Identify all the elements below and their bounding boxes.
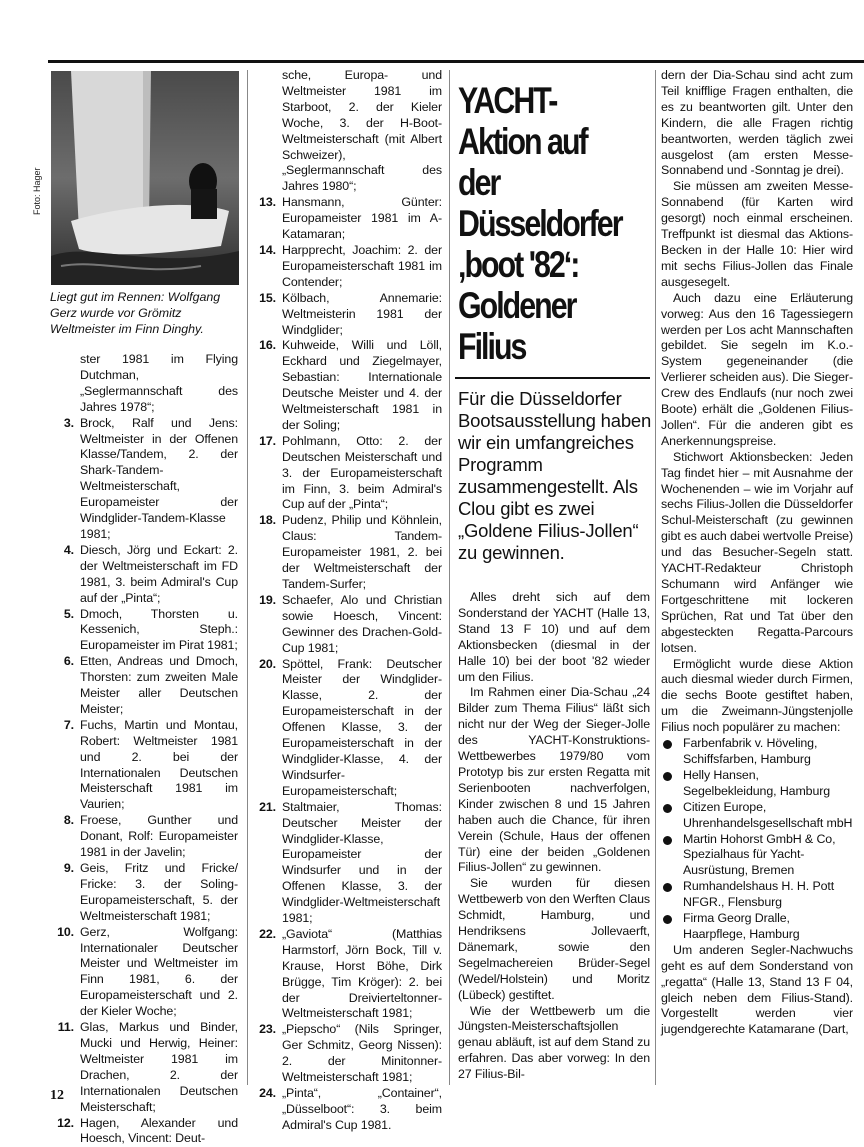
bullet-icon <box>663 836 672 845</box>
item-number: 8. <box>50 813 74 829</box>
photo-caption: Liegt gut im Rennen: Wolfgang Gerz wurde vor Grömitz Weltmeister im Finn Dinghy. <box>50 289 246 337</box>
item-number: 5. <box>50 607 74 623</box>
sponsor-item <box>661 832 853 880</box>
item-text: Schaefer, Alo und Christian sowie Hoesch, Vincent: Gewinner des Drachen-Gold-Cup 1981; <box>282 593 442 655</box>
item-text: Pudenz, Philip und Köhnlein, Claus: Tandem-Europameister 1981, 2. bei der Weltmeisterschaft der Tandem-Surfer; <box>282 513 442 591</box>
list-item <box>252 195 442 243</box>
item-text: Gerz, Wolfgang: Internationaler Deutscher Meister und Weltmeister im Finn 1981, 6. der Europameisterschaft und 2. der Kieler Woche; <box>80 925 238 1019</box>
item-text: Kuhweide, Willi und Löll, Eckhard und Ziegelmayer, Sebastian: Internationale Deutsche Meister und 4. der Weltmeisterschaft 1981 in der Soling; <box>282 338 442 432</box>
item-number: 11. <box>50 1020 74 1036</box>
item-text: Dmoch, Thorsten u. Kessenich, Steph.: Europameister im Pirat 1981; <box>80 607 238 653</box>
sponsor-item <box>661 800 853 832</box>
item-text: Etten, Andreas und Dmoch, Thorsten: zum zweiten Male Meister aller Deutschen Meister; <box>80 654 238 716</box>
champions-list-part-2 <box>252 195 442 1133</box>
body-paragraph: Ermöglicht wurde diese Aktion auch diesmal wieder durch Firmen, die sechs Boote gestiftet haben, um die Zweimann-Jüngstenjolle Filius noch populärer zu machen: <box>661 657 853 737</box>
item-number: 16. <box>252 338 276 354</box>
list-item <box>252 513 442 593</box>
top-rule <box>48 60 864 63</box>
list-item <box>252 657 442 800</box>
item-number: 21. <box>252 800 276 816</box>
list-item <box>50 861 238 925</box>
body-paragraph: Alles dreht sich auf dem Sonderstand der YACHT (Halle 13, Stand 13 F 10) und auf dem Aktionsbecken (diesmal in der Halle 10) bei der boot '82 wieder um den Filius. <box>458 590 650 685</box>
bullet-icon <box>663 772 672 781</box>
list-item <box>50 607 238 655</box>
sponsor-text: Martin Hohorst GmbH & Co, Spezialhaus für Yacht-Ausrüstung, Bremen <box>683 832 835 878</box>
article-body <box>661 68 853 736</box>
bullet-icon <box>663 804 672 813</box>
list-item <box>252 338 442 433</box>
body-paragraph: Sie müssen am zweiten Messe-Sonnabend (für Karten wird gesorgt) noch einmal erscheinen. Treffpunkt ist diesmal das Aktions-Becken in der Halle 10: Hier wird mit sechs Filius-Jollen das Finale ausgesegelt. <box>661 179 853 290</box>
list-item <box>252 243 442 291</box>
list-item <box>252 927 442 1022</box>
bullet-icon <box>663 740 672 749</box>
list-continuation: sche, Europa- und Weltmeister 1981 im Starboot, 2. der Kieler Woche, 3. der H-Boot-Weltmeisterschaft (mit Albert Schweizer), „Seglermannschaft des Jahres 1980“; <box>252 68 442 195</box>
item-number: 13. <box>252 195 276 211</box>
list-item <box>50 925 238 1020</box>
item-number: 22. <box>252 927 276 943</box>
item-number: 19. <box>252 593 276 609</box>
item-text: Spöttel, Frank: Deutscher Meister der Windglider-Klasse, 2. der Europameisterschaft in der Offenen Klasse, 3. der Europameisterschaft in der Windglider-Klasse, 4. der Windsurfer-Europameisterschaft; <box>282 657 442 798</box>
sponsor-item <box>661 736 853 768</box>
dinghy-image <box>51 71 239 285</box>
item-text: Staltmaier, Thomas: Deutscher Meister der Windglider-Klasse, Europameister der Windsurfer und in der Offenen Klasse, 3. der Windglider-Weltmeisterschaft 1981; <box>282 800 442 925</box>
headline-rule <box>455 377 650 379</box>
list-item <box>252 593 442 657</box>
champions-list-part-1 <box>50 416 238 1147</box>
list-item <box>50 416 238 543</box>
sponsor-item <box>661 879 853 911</box>
item-text: Kölbach, Annemarie: Weltmeisterin 1981 der Windglider; <box>282 291 442 337</box>
sailing-photo <box>51 71 239 285</box>
item-number: 20. <box>252 657 276 673</box>
article-lead: Für die Düsseldorfer Bootsausstellung haben wir ein umfangreiches Programm zusammengestellt. Als Clou gibt es zwei „Goldene Filius-Jollen“ zu gewinnen. <box>458 388 654 564</box>
item-number: 15. <box>252 291 276 307</box>
item-text: Harpprecht, Joachim: 2. der Europameisterschaft 1981 im Contender; <box>282 243 442 289</box>
closing-paragraph: Um anderen Segler-Nachwuchs geht es auf dem Sonderstand von „regatta“ (Halle 13, Stand 13 F 04, gleich neben dem Filius-Stand). Vorgestellt werden vier jugendgerechte Katamarane (Dart, <box>661 943 853 1038</box>
column-4 <box>661 68 853 1038</box>
body-paragraph: Im Rahmen einer Dia-Schau „24 Bilder zum Thema Filius“ läßt sich nicht nur der Weg der Sieger-Jolle des YACHT-Konstruktions-Wettbewerbes 1979/80 vom Prototyp bis zur ersten Regatta mit Serienbooten nachverfolgen, Kinder zwischen 8 und 15 Jahren haben auch die Chance, für ihren Verein (Schule, Haus der offenen Tür) eine der beiden „Goldenen Filius-Jollen“ zu gewinnen. <box>458 685 650 876</box>
item-number: 4. <box>50 543 74 559</box>
list-item <box>50 813 238 861</box>
item-text: Geis, Fritz und Fricke/ Fricke: 3. der Soling-Europameisterschaft, 5. der Weltmeisterschaft 1981; <box>80 861 238 923</box>
column-divider <box>247 70 248 1085</box>
page-number: 12 <box>50 1088 64 1104</box>
column-divider <box>449 70 450 1085</box>
item-number: 24. <box>252 1086 276 1102</box>
body-paragraph: Auch dazu eine Erläuterung vorweg: Aus den 16 Tagessiegern werden per Los acht Mannschaften gebildet. Sie segeln im K.o.-System gegeneinander (die Verlierer scheiden aus). Die Sieger-Crew des Endlaufs (nur noch zwei Boote) erhält die „Goldenen Filius-Jollen“. Für die anderen gibt es Anerkennungspreise. <box>661 291 853 450</box>
body-paragraph: Wie der Wettbewerb um die Jüngsten-Meisterschaftsjollen genau abläuft, ist auf dem Stand zu erfahren. Das aber vorweg: In den 27 Filius-Bil- <box>458 1004 650 1084</box>
sponsor-item <box>661 768 853 800</box>
item-text: „Pinta“, „Container“, „Düsselboot“: 3. beim Admiral's Cup 1981. <box>282 1086 442 1132</box>
item-number: 14. <box>252 243 276 259</box>
list-item <box>50 543 238 607</box>
column-divider <box>655 70 656 1085</box>
item-number: 12. <box>50 1116 74 1132</box>
list-item <box>50 1020 238 1115</box>
column-3 <box>458 590 650 1083</box>
list-item <box>252 1086 442 1134</box>
item-text: Hansmann, Günter: Europameister 1981 im A-Katamaran; <box>282 195 442 241</box>
item-text: Fuchs, Martin und Montau, Robert: Weltmeister 1981 und 2. bei der Internationalen Deutschen Meisterschaft 1981 im Vaurien; <box>80 718 238 812</box>
body-paragraph: dern der Dia-Schau sind acht zum Teil knifflige Fragen enthalten, die es zu beantworten gilt. Unter den Kindern, die alle Fragen richtig beantworten, werden täglich zwei ausgelost (am ersten Messe-Sonnabend und -Sonntag je drei). <box>661 68 853 179</box>
sponsor-text: Firma Georg Dralle, Haarpflege, Hamburg <box>683 911 800 941</box>
body-paragraph: Stichwort Aktionsbecken: Jeden Tag findet hier – mit Ausnahme der Wochenenden – wie im Vorjahr auf sechs Filius-Jollen die Düsseldorfer Schul-Meisterschaft (zu gewinnen gibt es auch dabei wertvolle Preise) und das Besucher-Segeln statt. YACHT-Redakteur Christoph Schumann wird Anfänger wie Fortgeschrittene mit lockeren Sprüchen, Rat und Tat über den abgesteckten Regatta-Parcours lotsen. <box>661 450 853 657</box>
sponsor-item <box>661 911 853 943</box>
sponsor-text: Helly Hansen, Segelbekleidung, Hamburg <box>683 768 830 798</box>
article-headline: YACHT-Aktion auf der Düsseldorfer ‚boot '82‘: Goldener Filius <box>458 80 614 367</box>
list-item <box>50 654 238 718</box>
sponsor-text: Farbenfabrik v. Höveling, Schiffsfarben, Hamburg <box>683 736 817 766</box>
photo-credit: Foto: Hager <box>32 155 42 215</box>
item-number: 10. <box>50 925 74 941</box>
list-item <box>252 1022 442 1086</box>
list-item <box>50 1116 238 1147</box>
body-paragraph: Sie wurden für diesen Wettbewerb von den Werften Claus Schmidt, Hamburg, und Hendriksens Jollevaerft, Dänemark, sowie den Segelmachereien Brüder-Segel (Wedel/Holstein) und Moritz (Lübeck) gestiftet. <box>458 876 650 1003</box>
sponsor-list <box>661 736 853 943</box>
sponsor-text: Rumhandelshaus H. H. Pott NFGR., Flensburg <box>683 879 834 909</box>
item-number: 9. <box>50 861 74 877</box>
item-number: 18. <box>252 513 276 529</box>
item-text: Brock, Ralf und Jens: Weltmeister in der Offenen Klasse/Tandem, 2. der Shark-Tandem-Weltmeisterschaft, Europameister der Windglider-Tandem-Klasse 1981; <box>80 416 238 541</box>
item-number: 3. <box>50 416 74 432</box>
column-2 <box>252 68 442 1134</box>
item-text: Hagen, Alexander und Hoesch, Vincent: Deut- <box>80 1116 238 1146</box>
list-item <box>252 434 442 514</box>
list-item <box>252 291 442 339</box>
column-1 <box>50 352 238 1147</box>
item-text: Diesch, Jörg und Eckart: 2. der Weltmeisterschaft im FD 1981, 3. beim Admiral's Cup auf der „Pinta“; <box>80 543 238 605</box>
item-number: 6. <box>50 654 74 670</box>
list-item <box>252 800 442 927</box>
item-number: 7. <box>50 718 74 734</box>
item-text: „Piepscho“ (Nils Springer, Ger Schmitz, Georg Nissen): 2. der Minitonner-Weltmeisterschaft 1981; <box>282 1022 442 1084</box>
item-number: 23. <box>252 1022 276 1038</box>
item-text: Pohlmann, Otto: 2. der Deutschen Meisterschaft und 3. der Europameisterschaft im Finn, 3. beim Admiral's Cup auf der „Pinta“; <box>282 434 442 512</box>
list-item <box>50 718 238 813</box>
item-text: Froese, Gunther und Donant, Rolf: Europameister 1981 in der Javelin; <box>80 813 238 859</box>
bullet-icon <box>663 883 672 892</box>
item-text: Glas, Markus und Binder, Mucki und Herwig, Heiner: Weltmeister 1981 im Drachen, 2. der Internationalen Deutschen Meisterschaft; <box>80 1020 238 1114</box>
bullet-icon <box>663 915 672 924</box>
item-number: 17. <box>252 434 276 450</box>
list-continuation: ster 1981 im Flying Dutchman, „Seglermannschaft des Jahres 1978“; <box>50 352 238 416</box>
item-text: „Gaviota“ (Matthias Harmstorf, Jörn Bock, Till v. Krause, Horst Böhe, Dirk Brügge, Tim Kröger): 2. bei der Dreivierteltonner-Weltmeisterschaft 1981; <box>282 927 442 1021</box>
sponsor-text: Citizen Europe, Uhrenhandelsgesellschaft mbH <box>683 800 852 830</box>
